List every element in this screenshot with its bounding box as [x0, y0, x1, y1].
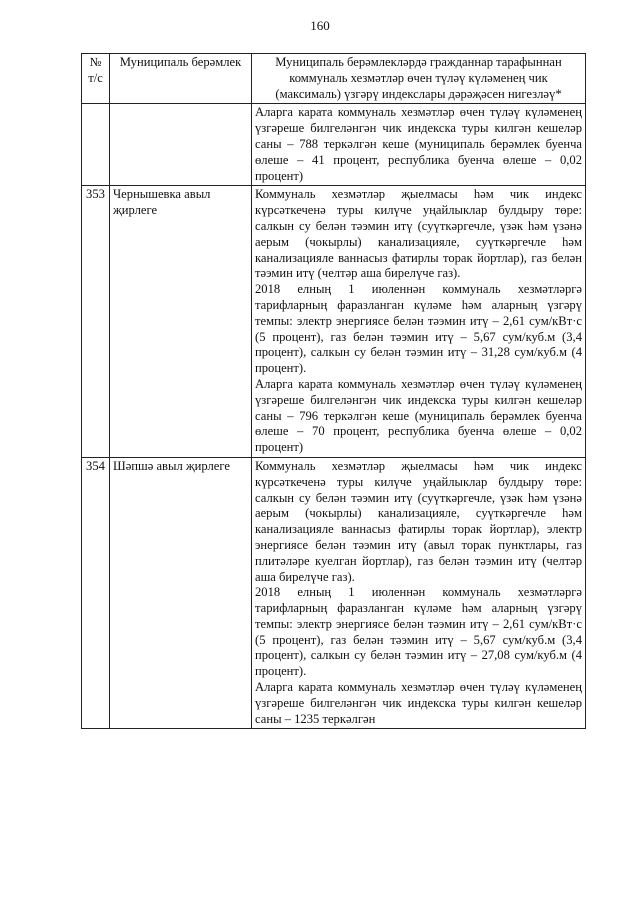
table-header-row — [82, 54, 586, 104]
description-paragraph: Коммуналь хезмәтләр җыелмасы һәм чик индекс күрсәткеченә туры килүче уңайлыклар булдыру төре: салкын су белән тәэмин итү (суүткәргечле, үзәк һәм үзәнә аерым (чокырлы) канализацияле, суүткәргечле һәм канализацияле ваннасыз фатирлы торак йортлар), электр энергиясе белән тәэмин итү (авыл торак пунктлары, газ плитәләре куелган йортлар), газ белән тәэмин итү (челтәр аша бирелүче газ). — [255, 458, 582, 584]
tariff-index-table — [81, 53, 586, 729]
description-paragraph: Аларга карата коммуналь хезмәтләр өчен түләү күләменең үзгәреше билгеләнгән чик индекска туры килгән кешеләр саны – 788 теркәлгән кеше (муниципаль берәмлек буенча өлеше – 41 процент, республика буенча өлеше – 0,02 процент) — [255, 105, 582, 183]
row-number — [82, 104, 110, 186]
table-row — [82, 186, 586, 458]
row-description — [252, 104, 586, 186]
row-number: 354 — [82, 457, 110, 729]
row-description — [252, 186, 586, 458]
row-municipality: Чернышевка авыл җирлеге — [110, 186, 252, 458]
description-paragraph: Аларга карата коммуналь хезмәтләр өчен түләү күләменең үзгәреше билгеләнгән чик индекска туры килгән кешеләр саны – 1235 теркәлгән — [255, 680, 582, 726]
row-description — [252, 457, 586, 729]
header-description: Муниципаль берәмлекләрдә гражданнар тарафыннан коммуналь хезмәтләр өчен түләү күләменең чик (максималь) үзгәрү индекслары дәрәҗәсен нигезләү* — [252, 54, 586, 104]
description-paragraph: Аларга карата коммуналь хезмәтләр өчен түләү күләменең үзгәреше билгеләнгән чик индекска туры килгән кешеләр саны – 796 теркәлгән кеше (муниципаль берәмлек буенча өлеше – 70 процент, республика буенча өлеше – 0,02 процент) — [255, 376, 582, 455]
description-paragraph: 2018 елның 1 июленнән коммуналь хезмәтләргә тарифларның фаразланган күләме һәм аларның үзгәрү темпы: электр энергиясе белән тәэмин итү – 2,61 сум/кВт·с (5 процент), газ белән тәэмин итү – 5,67 сум/куб.м (3,4 процент), салкын су белән тәэмин итү – 27,08 сум/куб.м (4 процент). — [255, 585, 582, 679]
page-number: 160 — [310, 18, 330, 33]
row-number: 353 — [82, 186, 110, 458]
table-row — [82, 457, 586, 729]
row-municipality — [110, 104, 252, 186]
row-municipality: Шәпшә авыл җирлеге — [110, 457, 252, 729]
description-paragraph: Коммуналь хезмәтләр җыелмасы һәм чик индекс күрсәткеченә туры килүче уңайлыклар булдыру төре: салкын су белән тәэмин итү (суүткәргечле, үзәк һәм үзәнә аерым (чокырлы) канализацияле, суүткәргечле һәм канализацияле ваннасыз фатирлы торак йортлар), газ белән тәэмин итү (челтәр аша бирелүче газ). — [255, 187, 582, 281]
description-paragraph: 2018 елның 1 июленнән коммуналь хезмәтләргә тарифларның фаразланган күләме һәм аларның үзгәрү темпы: электр энергиясе белән тәэмин итү – 2,61 сум/кВт·с (5 процент), газ белән тәэмин итү – 5,67 сум/куб.м (3,4 процент), салкын су белән тәэмин итү – 31,28 сум/куб.м (4 процент). — [255, 282, 582, 376]
table-row — [82, 104, 586, 186]
header-municipality: Муниципаль берәмлек — [110, 54, 252, 104]
header-number: № т/с — [82, 54, 110, 104]
